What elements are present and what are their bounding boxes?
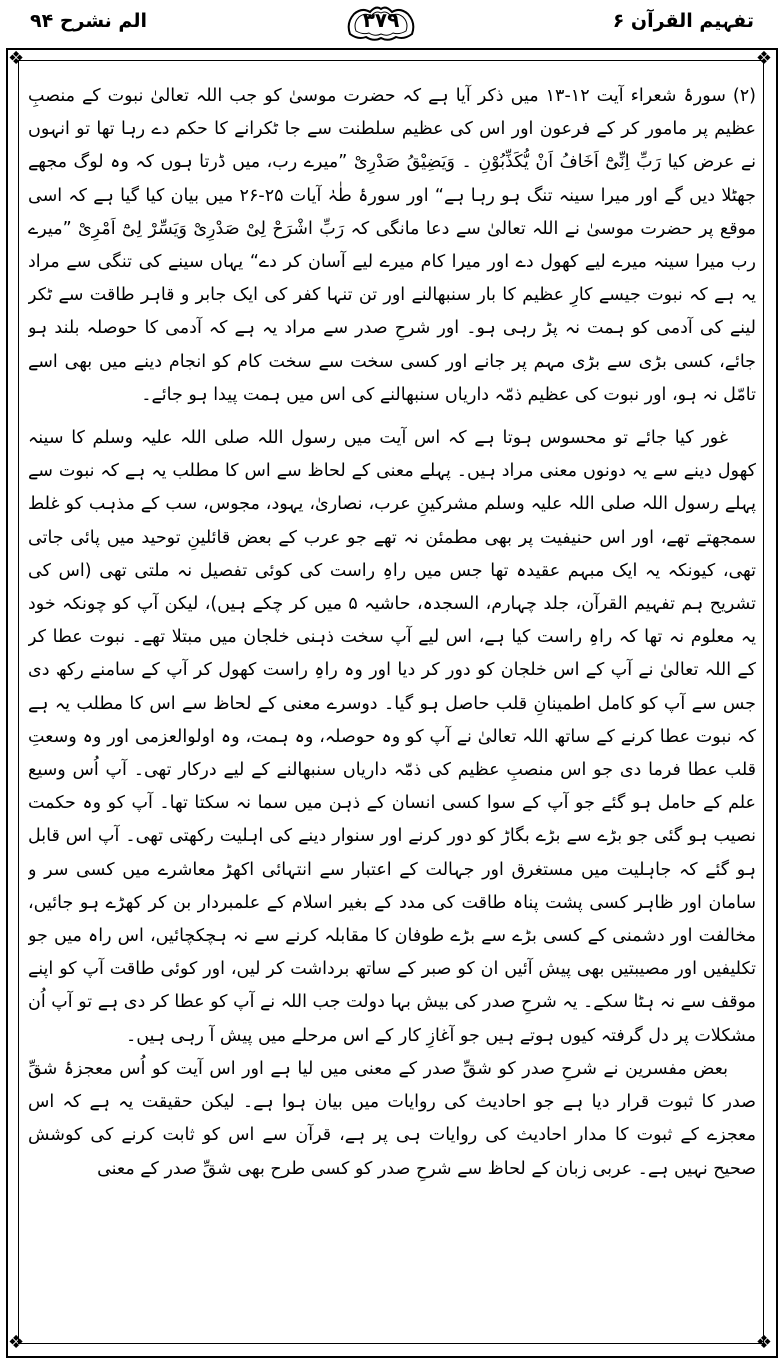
page-number: ۳۷۹ xyxy=(362,8,400,32)
commentary-text xyxy=(28,80,756,1350)
paragraph-note-2: (۲) سورۂ شعراء آیت ۱۲-۱۳ میں ذکر آیا ہے کہ حضرت موسیٰ کو جب اللہ تعالیٰ نبوت کے منصبِ عظیم پر مامور کر کے فرعون اور اس کی عظیم سلطنت سے جا ٹکرانے کا حکم دے رہا تھا تو انہوں نے عرض کیا رَبِّ اِنِّیْٓ اَخَافُ اَنْ یُّکَذِّبُوْنِ ۔ وَیَضِیْقُ صَدْرِیْ ”میرے رب، میں ڈرتا ہوں کہ وہ لوگ مجھے جھٹلا دیں گے اور میرا سینہ تنگ ہو رہا ہے“ اور سورۂ طٰہٰ آیات ۲۵-۲۶ میں بیان کیا گیا ہے کہ اسی موقع پر حضرت موسیٰ نے اللہ تعالیٰ سے دعا مانگی کہ رَبِّ اشْرَحْ لِیْ صَدْرِیْ وَیَسِّرْ لِیْٓ اَمْرِیْ ”میرے رب میرا سینہ میرے لیے کھول دے اور میرا کام میرے لیے آسان کر دے“ یہاں سینے کی تنگی سے مراد یہ ہے کہ نبوت جیسے کارِ عظیم کا بار سنبھالنے اور تن تنہا کفر کی ایک جابر و قاہر طاقت سے ٹکر لینے کی آدمی کو ہمت نہ پڑ رہی ہو۔ اور شرحِ صدر سے مراد یہ ہے کہ آدمی کا حوصلہ بلند ہو جائے، کسی بڑی سے بڑی مہم پر جانے اور کسی سخت سے سخت کام کو انجام دینے میں بھی اسے تامّل نہ ہو، اور نبوت کی عظیم ذمّہ داریاں سنبھالنے کی اس میں ہمت پیدا ہو جائے۔ xyxy=(28,86,756,405)
corner-ornament-icon: ❖ xyxy=(8,48,25,69)
book-title: تفہیم القرآن ۶ xyxy=(612,10,754,32)
corner-ornament-icon: ❖ xyxy=(8,1332,25,1353)
paragraph-sharh-sadr-meanings: غور کیا جائے تو محسوس ہوتا ہے کہ اس آیت میں رسول اللہ صلی اللہ علیہ وسلم کا سینہ کھول دینے سے یہ دونوں معنی مراد ہیں۔ پہلے معنی کے لحاظ سے اس کا مطلب یہ ہے کہ نبوت سے پہلے رسول اللہ صلی اللہ علیہ وسلم مشرکینِ عرب، نصاریٰ، یہود، مجوس، سب کے مذہب کو غلط سمجھتے تھے، اور اس حنیفیت پر بھی مطمئن نہ تھے جو عرب کے بعض قائلینِ توحید میں پائی جاتی تھی، کیونکہ یہ ایک مبہم عقیدہ تھا جس میں راہِ راست کی کوئی تفصیل نہ ملتی تھی (اس کی تشریح ہم تفہیم القرآن، جلد چہارم، السجدہ، حاشیہ ۵ میں کر چکے ہیں)، لیکن آپ کو چونکہ خود یہ معلوم نہ تھا کہ راہِ راست کیا ہے، اس لیے آپ سخت ذہنی خلجان میں مبتلا تھے۔ نبوت عطا کر کے اللہ تعالیٰ نے آپ کے اس خلجان کو دور کر دیا اور وہ راہِ راست کھول کر آپ کے سامنے رکھ دی جس سے آپ کو کامل اطمینانِ قلب حاصل ہو گیا۔ دوسرے معنی کے لحاظ سے اس کا مطلب یہ ہے کہ نبوت عطا کرنے کے ساتھ اللہ تعالیٰ نے آپ کو وہ حوصلہ، وہ ہمت، وہ اولوالعزمی اور وہ وسعتِ قلب عطا فرما دی جو اس منصبِ عظیم کی ذمّہ داریاں سنبھالنے کے لیے درکار تھی۔ آپ اُس وسیع علم کے حامل ہو گئے جو آپ کے سوا کسی انسان کے ذہن میں سما نہ سکتا تھا۔ آپ کو وہ حکمت نصیب ہو گئی جو بڑے سے بڑے بگاڑ کو دور کرنے اور سنوار دینے کی اہلیت رکھتی تھی۔ آپ اس قابل ہو گئے کہ جاہلیت میں مستغرق اور جہالت کے اعتبار سے انتہائی اکھڑ معاشرے میں کسی سر و سامان اور ظاہر کسی پشت پناہ طاقت کی مدد کے بغیر اسلام کے علمبردار بن کر کھڑے ہو جائیں، مخالفت اور دشمنی کے کسی بڑے سے بڑے طوفان کا مقابلہ کرنے سے نہ ہچکچائیں، اس راہ میں جو تکلیفیں اور مصیبتیں بھی پیش آئیں ان کو صبر کے ساتھ برداشت کر لیں، اور کوئی طاقت آپ کو اپنے موقف سے نہ ہٹا سکے۔ یہ شرحِ صدر کی بیش بہا دولت جب اللہ نے آپ کو عطا کر دی ہے تو آپ اُن مشکلات پر دل گرفتہ کیوں ہوتے ہیں جو آغازِ کار کے اس مرحلے میں پیش آ رہی ہیں۔ xyxy=(28,428,756,1046)
corner-ornament-icon: ❖ xyxy=(755,1332,772,1353)
corner-ornament-icon: ❖ xyxy=(755,48,772,69)
surah-label: الم نشرح ۹۴ xyxy=(30,10,147,32)
paragraph-shaqq-sadr: بعض مفسرین نے شرحِ صدر کو شقِّ صدر کے معنی میں لیا ہے اور اس آیت کو اُس معجزۂ شقِّ صدر کا ثبوت قرار دیا ہے جو احادیث کی روایات میں بیان ہوا ہے۔ لیکن حقیقت یہ ہے کہ اس معجزے کے ثبوت کا مدار احادیث کی روایات ہی پر ہے، قرآن سے اس کو ثابت کرنے کی کوشش صحیح نہیں ہے۔ عربی زبان کے لحاظ سے شرحِ صدر کو کسی طرح بھی شقِّ صدر کے معنی xyxy=(28,1058,756,1179)
